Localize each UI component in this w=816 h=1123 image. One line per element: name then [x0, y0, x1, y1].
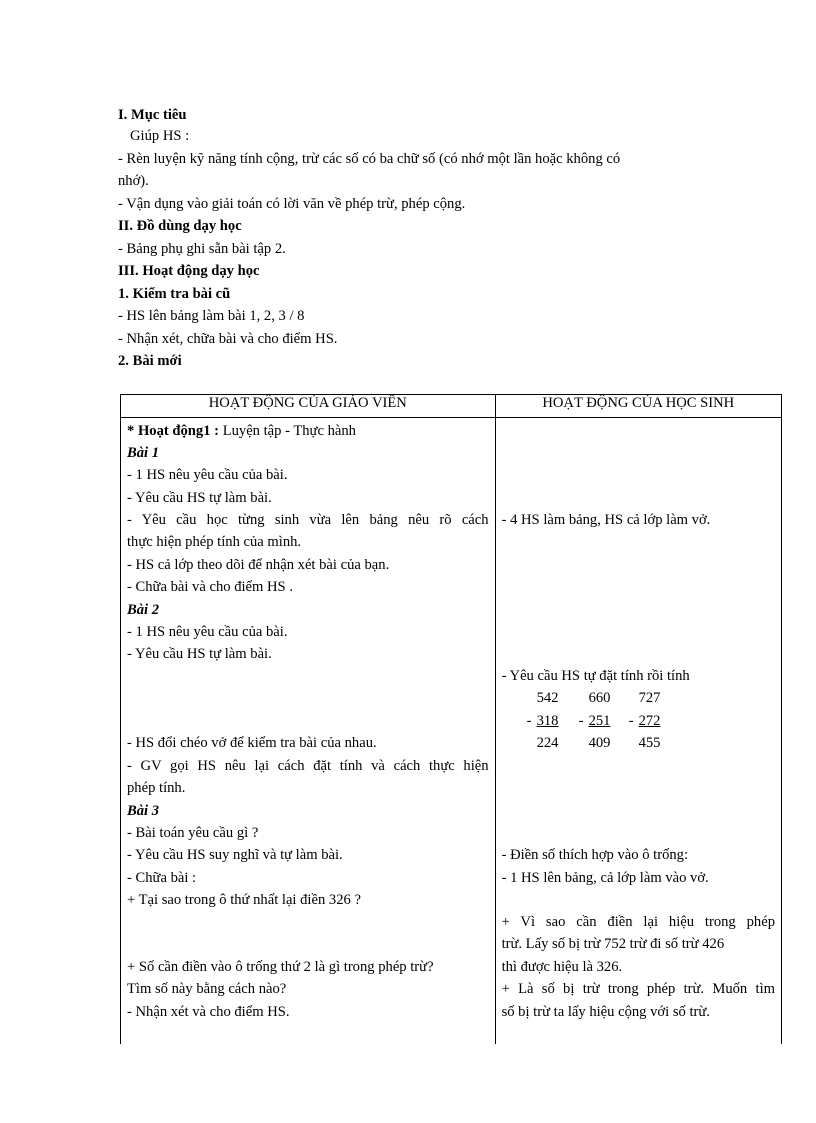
teacher-b2-line-4a: - GV gọi HS nêu lại cách đặt tính và cách thực hiện	[127, 758, 489, 774]
teacher-b3-line-6: - Nhận xét và cho điểm HS.	[127, 1004, 290, 1020]
student-b3-line-3c: thì được hiệu là 326.	[501, 959, 623, 975]
section-2-line-1: - Bảng phụ ghi sẵn bài tập 2.	[118, 241, 286, 257]
student-b3-line-4b: số bị trừ ta lấy hiệu cộng với số trừ.	[501, 1004, 710, 1020]
section-1-intro: Giúp HS :	[130, 128, 190, 144]
header-student: HOẠT ĐỘNG CỦA HỌC SINH	[495, 395, 781, 418]
section-1-title: I. Mục tiêu	[118, 107, 187, 123]
student-b3-line-1: - Điền số thích hợp vào ô trống:	[501, 847, 689, 863]
teacher-column	[121, 418, 496, 1045]
calc-2-minuend: 660	[588, 690, 611, 706]
section-1-line-1b: nhớ).	[118, 173, 149, 189]
student-column	[495, 418, 781, 1045]
teacher-b1-line-1: - 1 HS nêu yêu cầu của bài.	[127, 467, 288, 483]
section-3-sub-1-line-2: - Nhận xét, chữa bài và cho điểm HS.	[118, 331, 338, 347]
exercise-3-title: Bài 3	[127, 803, 160, 819]
activity-prefix: * Hoạt động1 :	[127, 423, 220, 439]
section-1-line-2: - Vận dụng vào giải toán có lời văn về phép trừ, phép cộng.	[118, 196, 466, 212]
calc-2-result: 409	[588, 735, 611, 751]
student-b2-line-1: - Yêu cầu HS tự đặt tính rồi tính	[501, 668, 690, 684]
teacher-b2-line-2: - Yêu cầu HS tự làm bài.	[127, 646, 272, 662]
section-3-sub-1-line-1: - HS lên bảng làm bài 1, 2, 3 / 8	[118, 308, 305, 324]
calc-1-subtrahend: 318	[536, 713, 559, 729]
teacher-b2-line-4b: phép tính.	[127, 780, 186, 796]
calc-3-result: 455	[638, 735, 661, 751]
section-3-title: III. Hoạt động dạy học	[118, 263, 260, 279]
teacher-b3-line-4: + Tại sao trong ô thứ nhất lại điền 326 ?	[127, 892, 361, 908]
teacher-b2-line-3: - HS đổi chéo vở để kiểm tra bài của nhau.	[127, 735, 377, 751]
teacher-b1-line-2: - Yêu cầu HS tự làm bài.	[127, 490, 272, 506]
section-3-sub-2: 2. Bài mới	[118, 353, 182, 369]
section-1-line-1a: - Rèn luyện kỹ năng tính cộng, trừ các số có ba chữ số (có nhớ một lần hoặc không có	[118, 151, 621, 167]
student-b3-line-3b: trừ. Lấy số bị trừ 752 trừ đi số trừ 426	[501, 936, 725, 952]
teacher-b3-line-3: - Chữa bài :	[127, 870, 197, 886]
teacher-b3-line-5a: + Số cần điền vào ô trống thứ 2 là gì trong phép trừ?	[127, 959, 434, 975]
calc-3-subtrahend: 272	[638, 713, 661, 729]
calc-3-minus-sign: -	[628, 713, 634, 729]
teacher-b1-line-5: - Chữa bài và cho điểm HS .	[127, 579, 293, 595]
calc-1-result: 224	[536, 735, 559, 751]
student-b3-line-2: - 1 HS lên bảng, cả lớp làm vào vở.	[501, 870, 709, 886]
activity-heading	[127, 420, 489, 442]
header-teacher: HOẠT ĐỘNG CỦA GIÁO VIÊN	[121, 395, 496, 418]
activity-table	[120, 394, 782, 1044]
teacher-b2-line-1: - 1 HS nêu yêu cầu của bài.	[127, 624, 288, 640]
calc-2-minus-sign: -	[578, 713, 584, 729]
teacher-b1-line-4: - HS cả lớp theo dõi để nhận xét bài của bạn.	[127, 557, 390, 573]
teacher-b3-line-2: - Yêu cầu HS suy nghĩ và tự làm bài.	[127, 847, 343, 863]
calc-1-minuend: 542	[536, 690, 559, 706]
student-b3-line-3a: + Vì sao cần điền lại hiệu trong phép	[501, 914, 775, 930]
teacher-b3-line-5b: Tìm số này bằng cách nào?	[127, 981, 287, 997]
student-b1-line-1: - 4 HS làm bảng, HS cả lớp làm vở.	[501, 512, 711, 528]
exercise-2-title: Bài 2	[127, 602, 160, 618]
section-2-title: II. Đồ dùng dạy học	[118, 218, 242, 234]
calc-3-minuend: 727	[638, 690, 661, 706]
calc-2-subtrahend: 251	[588, 713, 611, 729]
teacher-b1-line-3a: - Yêu cầu học từng sinh vừa lên bảng nêu rõ cách	[127, 512, 489, 528]
exercise-1-title: Bài 1	[127, 445, 160, 461]
section-3-sub-1: 1. Kiểm tra bài cũ	[118, 286, 231, 302]
teacher-b1-line-3b: thực hiện phép tính của mình.	[127, 534, 302, 550]
calc-1-minus-sign: -	[526, 713, 532, 729]
teacher-b3-line-1: - Bài toán yêu cầu gì ?	[127, 825, 259, 841]
student-b3-line-4a: + Là số bị trừ trong phép trừ. Muốn tìm	[501, 981, 775, 997]
activity-name: Luyện tập - Thực hành	[222, 423, 356, 439]
